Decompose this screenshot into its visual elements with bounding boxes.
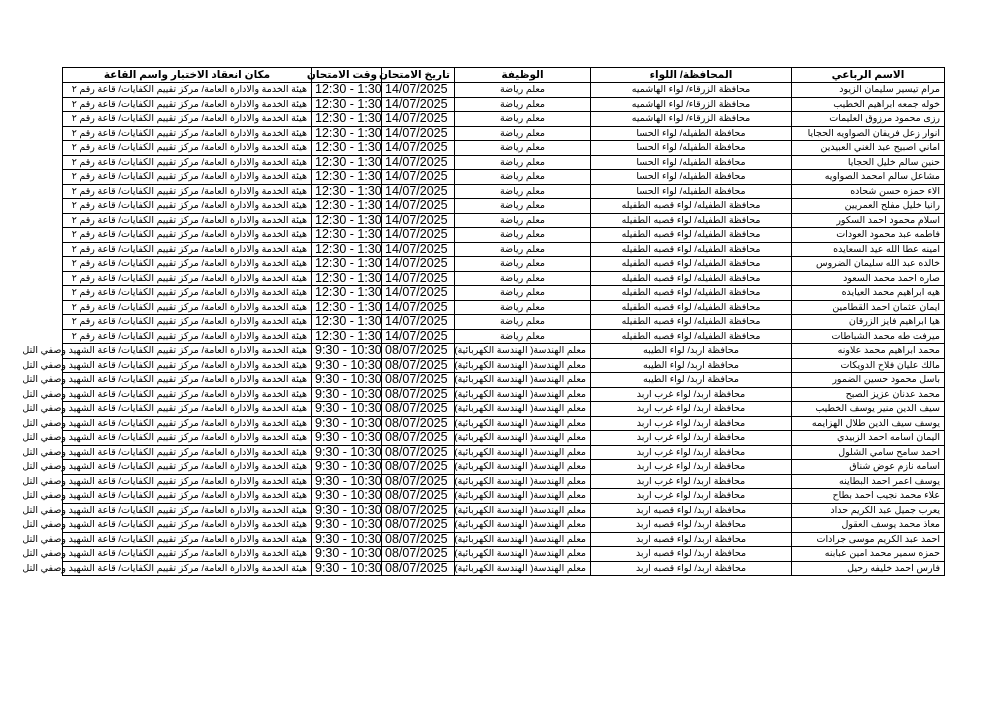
cell-exam-time: 9:30 - 10:30: [312, 387, 382, 402]
cell-exam-place: هيئة الخدمة والادارة العامة/ مركز تقييم الكفايات/ قاعة رقم ٢: [63, 112, 312, 127]
cell-name: صاره احمد محمد السعود: [792, 271, 945, 286]
cell-exam-place: هيئة الخدمة والادارة العامة/ مركز تقييم الكفايات/ قاعة رقم ٢: [63, 184, 312, 199]
cell-exam-place: هيئة الخدمة والادارة العامة/ مركز تقييم الكفايات/ قاعة رقم ٢: [63, 170, 312, 185]
cell-exam-time: 9:30 - 10:30: [312, 489, 382, 504]
cell-job: معلم رياضة: [455, 155, 591, 170]
cell-exam-place: هيئة الخدمة والادارة العامة/ مركز تقييم الكفايات/ قاعة رقم ٢: [63, 199, 312, 214]
table-row: [63, 547, 945, 562]
cell-name: احمد عبد الكريم موسى جرادات: [792, 532, 945, 547]
cell-exam-place: هيئة الخدمة والادارة العامة/ مركز تقييم الكفايات/ قاعة رقم ٢: [63, 242, 312, 257]
cell-governorate: محافظة اربد/ لواء الطيبه: [591, 373, 792, 388]
table-row: [63, 489, 945, 504]
cell-exam-time: 12:30 - 1:30: [312, 199, 382, 214]
cell-exam-time: 12:30 - 1:30: [312, 126, 382, 141]
cell-exam-time: 12:30 - 1:30: [312, 271, 382, 286]
cell-job: معلم رياضة: [455, 170, 591, 185]
table-row: [63, 199, 945, 214]
cell-governorate: محافظة اربد/ لواء غرب اربد: [591, 416, 792, 431]
cell-governorate: محافظة الطفيله/ لواء قصبه الطفيله: [591, 242, 792, 257]
cell-exam-time: 12:30 - 1:30: [312, 228, 382, 243]
cell-governorate: محافظة اربد/ لواء الطيبه: [591, 358, 792, 373]
header-exam-date: تاريخ الامتحان: [382, 68, 455, 83]
table-row: [63, 126, 945, 141]
cell-exam-date: 14/07/2025: [382, 170, 455, 185]
cell-governorate: محافظة الطفيله/ لواء قصبه الطفيله: [591, 257, 792, 272]
cell-job: معلم رياضة: [455, 199, 591, 214]
cell-name: خوله جمعه ابراهيم الخطيب: [792, 97, 945, 112]
cell-exam-place: هيئة الخدمة والادارة العامة/ مركز تقييم الكفايات/ قاعة الشهيد وصفي التل: [63, 518, 312, 533]
cell-name: محمد عدنان عزيز الصبح: [792, 387, 945, 402]
cell-exam-place: هيئة الخدمة والادارة العامة/ مركز تقييم الكفايات/ قاعة رقم ٢: [63, 155, 312, 170]
table-row: [63, 503, 945, 518]
cell-job: معلم الهندسة( الهندسة الكهربائية): [455, 416, 591, 431]
cell-governorate: محافظة اربد/ لواء غرب اربد: [591, 387, 792, 402]
cell-exam-date: 08/07/2025: [382, 489, 455, 504]
table-row: [63, 155, 945, 170]
cell-name: مالك عليان فلاح الدويكات: [792, 358, 945, 373]
table-row: [63, 344, 945, 359]
cell-governorate: محافظة اربد/ لواء قصبه اربد: [591, 532, 792, 547]
cell-job: معلم رياضة: [455, 112, 591, 127]
cell-job: معلم الهندسة( الهندسة الكهربائية): [455, 547, 591, 562]
cell-exam-date: 14/07/2025: [382, 199, 455, 214]
cell-job: معلم الهندسة( الهندسة الكهربائية): [455, 474, 591, 489]
cell-exam-place: هيئة الخدمة والادارة العامة/ مركز تقييم الكفايات/ قاعة الشهيد وصفي التل: [63, 358, 312, 373]
table-row: [63, 257, 945, 272]
cell-exam-place: هيئة الخدمة والادارة العامة/ مركز تقييم الكفايات/ قاعة رقم ٢: [63, 97, 312, 112]
cell-name: انوار زعل فريفان الصواويه الحجايا: [792, 126, 945, 141]
table-row: [63, 271, 945, 286]
cell-job: معلم الهندسة( الهندسة الكهربائية): [455, 489, 591, 504]
cell-exam-time: 9:30 - 10:30: [312, 431, 382, 446]
cell-name: اماني اصبيح عبد الغني العبيدين: [792, 141, 945, 156]
cell-exam-time: 9:30 - 10:30: [312, 460, 382, 475]
cell-exam-place: هيئة الخدمة والادارة العامة/ مركز تقييم الكفايات/ قاعة الشهيد وصفي التل: [63, 503, 312, 518]
cell-name: رزى محمود مرزوق العليمات: [792, 112, 945, 127]
cell-governorate: محافظة اربد/ لواء قصبه اربد: [591, 503, 792, 518]
cell-exam-time: 9:30 - 10:30: [312, 402, 382, 417]
table-row: [63, 474, 945, 489]
cell-exam-date: 08/07/2025: [382, 344, 455, 359]
cell-governorate: محافظة الزرقاء/ لواء الهاشميه: [591, 83, 792, 98]
cell-governorate: محافظة الطفيله/ لواء قصبه الطفيله: [591, 199, 792, 214]
cell-governorate: محافظة اربد/ لواء قصبه اربد: [591, 547, 792, 562]
cell-exam-place: هيئة الخدمة والادارة العامة/ مركز تقييم الكفايات/ قاعة الشهيد وصفي التل: [63, 445, 312, 460]
cell-exam-time: 12:30 - 1:30: [312, 329, 382, 344]
cell-exam-time: 12:30 - 1:30: [312, 97, 382, 112]
cell-name: يوسف اعمر احمد البطاينه: [792, 474, 945, 489]
table-row: [63, 242, 945, 257]
cell-governorate: محافظة الزرقاء/ لواء الهاشميه: [591, 112, 792, 127]
cell-exam-time: 9:30 - 10:30: [312, 416, 382, 431]
cell-exam-time: 9:30 - 10:30: [312, 547, 382, 562]
cell-governorate: محافظة الزرقاء/ لواء الهاشميه: [591, 97, 792, 112]
cell-exam-time: 9:30 - 10:30: [312, 474, 382, 489]
cell-exam-place: هيئة الخدمة والادارة العامة/ مركز تقييم الكفايات/ قاعة رقم ٢: [63, 126, 312, 141]
cell-exam-date: 08/07/2025: [382, 474, 455, 489]
cell-exam-date: 08/07/2025: [382, 561, 455, 576]
cell-job: معلم الهندسة( الهندسة الكهربائية): [455, 460, 591, 475]
cell-name: مشاعل سالم امحمد الصواويه: [792, 170, 945, 185]
table-row: [63, 358, 945, 373]
cell-job: معلم الهندسة( الهندسة الكهربائية): [455, 402, 591, 417]
header-name: الاسم الرباعي: [792, 68, 945, 83]
cell-exam-date: 14/07/2025: [382, 286, 455, 301]
cell-name: اسلام محمود احمد السكور: [792, 213, 945, 228]
cell-exam-date: 08/07/2025: [382, 431, 455, 446]
table-row: [63, 213, 945, 228]
cell-governorate: محافظة الطفيله/ لواء قصبه الطفيله: [591, 300, 792, 315]
cell-governorate: محافظة اربد/ لواء قصبه اربد: [591, 561, 792, 576]
cell-governorate: محافظة اربد/ لواء غرب اربد: [591, 489, 792, 504]
cell-exam-time: 12:30 - 1:30: [312, 286, 382, 301]
cell-job: معلم رياضة: [455, 257, 591, 272]
cell-exam-place: هيئة الخدمة والادارة العامة/ مركز تقييم الكفايات/ قاعة الشهيد وصفي التل: [63, 460, 312, 475]
cell-exam-place: هيئة الخدمة والادارة العامة/ مركز تقييم الكفايات/ قاعة الشهيد وصفي التل: [63, 416, 312, 431]
cell-job: معلم الهندسة( الهندسة الكهربائية): [455, 373, 591, 388]
cell-exam-time: 12:30 - 1:30: [312, 242, 382, 257]
cell-exam-place: هيئة الخدمة والادارة العامة/ مركز تقييم الكفايات/ قاعة الشهيد وصفي التل: [63, 431, 312, 446]
cell-exam-time: 12:30 - 1:30: [312, 257, 382, 272]
cell-exam-place: هيئة الخدمة والادارة العامة/ مركز تقييم الكفايات/ قاعة رقم ٢: [63, 141, 312, 156]
cell-job: معلم الهندسة( الهندسة الكهربائية): [455, 445, 591, 460]
cell-name: يوسف سيف الدين طلال الهزايمه: [792, 416, 945, 431]
cell-governorate: محافظة اربد/ لواء غرب اربد: [591, 431, 792, 446]
cell-governorate: محافظة اربد/ لواء غرب اربد: [591, 474, 792, 489]
exam-schedule-sheet: [22, 67, 944, 576]
cell-name: احمد سامح سامي الشلول: [792, 445, 945, 460]
cell-governorate: محافظة الطفيله/ لواء قصبه الطفيله: [591, 213, 792, 228]
cell-exam-date: 08/07/2025: [382, 460, 455, 475]
cell-exam-date: 14/07/2025: [382, 184, 455, 199]
cell-exam-date: 14/07/2025: [382, 112, 455, 127]
cell-exam-time: 12:30 - 1:30: [312, 155, 382, 170]
cell-exam-date: 14/07/2025: [382, 271, 455, 286]
cell-job: معلم رياضة: [455, 97, 591, 112]
cell-exam-place: هيئة الخدمة والادارة العامة/ مركز تقييم الكفايات/ قاعة الشهيد وصفي التل: [63, 402, 312, 417]
cell-name: ايمان عثمان احمد القطامين: [792, 300, 945, 315]
table-row: [63, 532, 945, 547]
cell-job: معلم رياضة: [455, 228, 591, 243]
cell-job: معلم رياضة: [455, 242, 591, 257]
table-row: [63, 300, 945, 315]
table-row: [63, 170, 945, 185]
cell-name: حمزه سمير محمد امين عبابنه: [792, 547, 945, 562]
cell-exam-date: 14/07/2025: [382, 83, 455, 98]
table-row: [63, 83, 945, 98]
cell-name: امينه عطا الله عيد السعايده: [792, 242, 945, 257]
cell-exam-date: 14/07/2025: [382, 315, 455, 330]
cell-exam-place: هيئة الخدمة والادارة العامة/ مركز تقييم الكفايات/ قاعة رقم ٢: [63, 213, 312, 228]
cell-job: معلم رياضة: [455, 271, 591, 286]
cell-job: معلم رياضة: [455, 141, 591, 156]
cell-name: اليمان اسامه احمد الزبيدي: [792, 431, 945, 446]
cell-exam-date: 14/07/2025: [382, 141, 455, 156]
cell-name: معاذ محمد يوسف العقول: [792, 518, 945, 533]
cell-job: معلم رياضة: [455, 184, 591, 199]
cell-exam-place: هيئة الخدمة والادارة العامة/ مركز تقييم الكفايات/ قاعة رقم ٢: [63, 300, 312, 315]
cell-name: هيا ابراهيم فايز الزرقان: [792, 315, 945, 330]
cell-exam-place: هيئة الخدمة والادارة العامة/ مركز تقييم الكفايات/ قاعة الشهيد وصفي التل: [63, 344, 312, 359]
cell-name: حنين سالم خليل الحجايا: [792, 155, 945, 170]
cell-exam-place: هيئة الخدمة والادارة العامة/ مركز تقييم الكفايات/ قاعة رقم ٢: [63, 286, 312, 301]
table-row: [63, 431, 945, 446]
cell-exam-date: 08/07/2025: [382, 387, 455, 402]
cell-exam-place: هيئة الخدمة والادارة العامة/ مركز تقييم الكفايات/ قاعة الشهيد وصفي التل: [63, 474, 312, 489]
table-row: [63, 387, 945, 402]
cell-exam-place: هيئة الخدمة والادارة العامة/ مركز تقييم الكفايات/ قاعة رقم ٢: [63, 257, 312, 272]
header-governorate: المحافظة/ اللواء: [591, 68, 792, 83]
cell-job: معلم الهندسة( الهندسة الكهربائية): [455, 518, 591, 533]
cell-governorate: محافظة الطفيله/ لواء قصبه الطفيله: [591, 228, 792, 243]
cell-job: معلم رياضة: [455, 126, 591, 141]
cell-exam-date: 14/07/2025: [382, 329, 455, 344]
cell-governorate: محافظة اربد/ لواء غرب اربد: [591, 460, 792, 475]
cell-name: مرام تيسير سليمان الزيود: [792, 83, 945, 98]
cell-governorate: محافظة اربد/ لواء غرب اربد: [591, 445, 792, 460]
cell-job: معلم الهندسة( الهندسة الكهربائية): [455, 358, 591, 373]
cell-name: فاطمه عبد محمود العودات: [792, 228, 945, 243]
cell-exam-time: 12:30 - 1:30: [312, 213, 382, 228]
cell-exam-place: هيئة الخدمة والادارة العامة/ مركز تقييم الكفايات/ قاعة رقم ٢: [63, 329, 312, 344]
cell-exam-date: 14/07/2025: [382, 242, 455, 257]
cell-governorate: محافظة الطفيله/ لواء الحسا: [591, 184, 792, 199]
cell-governorate: محافظة الطفيله/ لواء الحسا: [591, 126, 792, 141]
cell-name: هيه ابراهيم محمد العيايده: [792, 286, 945, 301]
cell-exam-time: 9:30 - 10:30: [312, 373, 382, 388]
cell-exam-date: 14/07/2025: [382, 300, 455, 315]
cell-exam-date: 08/07/2025: [382, 358, 455, 373]
cell-name: محمد ابراهيم محمد علاونه: [792, 344, 945, 359]
cell-exam-place: هيئة الخدمة والادارة العامة/ مركز تقييم الكفايات/ قاعة الشهيد وصفي التل: [63, 489, 312, 504]
cell-exam-place: هيئة الخدمة والادارة العامة/ مركز تقييم الكفايات/ قاعة الشهيد وصفي التل: [63, 561, 312, 576]
cell-exam-time: 12:30 - 1:30: [312, 300, 382, 315]
cell-job: معلم الهندسة( الهندسة الكهربائية): [455, 344, 591, 359]
cell-exam-place: هيئة الخدمة والادارة العامة/ مركز تقييم الكفايات/ قاعة الشهيد وصفي التل: [63, 532, 312, 547]
cell-name: الاء حمزه حسن شحاده: [792, 184, 945, 199]
header-exam-time: وقت الامتحان: [312, 68, 382, 83]
cell-job: معلم رياضة: [455, 300, 591, 315]
cell-exam-place: هيئة الخدمة والادارة العامة/ مركز تقييم الكفايات/ قاعة رقم ٢: [63, 271, 312, 286]
cell-exam-time: 12:30 - 1:30: [312, 315, 382, 330]
cell-governorate: محافظة الطفيله/ لواء قصبه الطفيله: [591, 315, 792, 330]
cell-exam-date: 08/07/2025: [382, 445, 455, 460]
cell-name: رانيا خليل مفلح العمريين: [792, 199, 945, 214]
table-row: [63, 228, 945, 243]
table-row: [63, 315, 945, 330]
cell-exam-date: 08/07/2025: [382, 547, 455, 562]
table-row: [63, 460, 945, 475]
cell-exam-time: 9:30 - 10:30: [312, 358, 382, 373]
table-header-row: [63, 68, 945, 83]
cell-exam-time: 12:30 - 1:30: [312, 184, 382, 199]
cell-exam-date: 08/07/2025: [382, 518, 455, 533]
table-row: [63, 286, 945, 301]
cell-exam-time: 12:30 - 1:30: [312, 112, 382, 127]
cell-exam-time: 12:30 - 1:30: [312, 141, 382, 156]
cell-exam-date: 14/07/2025: [382, 155, 455, 170]
exam-schedule-table: [22, 67, 945, 576]
cell-governorate: محافظة الطفيله/ لواء قصبه الطفيله: [591, 271, 792, 286]
cell-exam-date: 08/07/2025: [382, 416, 455, 431]
table-row: [63, 329, 945, 344]
table-row: [63, 402, 945, 417]
cell-exam-date: 14/07/2025: [382, 126, 455, 141]
cell-exam-place: هيئة الخدمة والادارة العامة/ مركز تقييم الكفايات/ قاعة رقم ٢: [63, 83, 312, 98]
cell-job: معلم الهندسة( الهندسة الكهربائية): [455, 431, 591, 446]
cell-governorate: محافظة الطفيله/ لواء الحسا: [591, 141, 792, 156]
cell-job: معلم الهندسة( الهندسة الكهربائية): [455, 503, 591, 518]
cell-exam-date: 14/07/2025: [382, 97, 455, 112]
cell-job: معلم رياضة: [455, 315, 591, 330]
table-row: [63, 141, 945, 156]
cell-exam-date: 08/07/2025: [382, 503, 455, 518]
cell-name: فارس احمد خليفه رحيل: [792, 561, 945, 576]
cell-exam-place: هيئة الخدمة والادارة العامة/ مركز تقييم الكفايات/ قاعة الشهيد وصفي التل: [63, 387, 312, 402]
table-row: [63, 97, 945, 112]
cell-governorate: محافظة الطفيله/ لواء الحسا: [591, 155, 792, 170]
cell-governorate: محافظة اربد/ لواء الطيبه: [591, 344, 792, 359]
cell-name: اسامه نازم عوض شناق: [792, 460, 945, 475]
cell-exam-date: 08/07/2025: [382, 402, 455, 417]
cell-exam-time: 12:30 - 1:30: [312, 83, 382, 98]
table-row: [63, 561, 945, 576]
cell-job: معلم الهندسة( الهندسة الكهربائية): [455, 387, 591, 402]
cell-exam-date: 14/07/2025: [382, 213, 455, 228]
cell-name: باسل محمود حسين الضمور: [792, 373, 945, 388]
cell-exam-date: 08/07/2025: [382, 373, 455, 388]
cell-job: معلم رياضة: [455, 213, 591, 228]
cell-exam-date: 14/07/2025: [382, 257, 455, 272]
cell-name: ميرفت طه محمد الشباطات: [792, 329, 945, 344]
cell-exam-place: هيئة الخدمة والادارة العامة/ مركز تقييم الكفايات/ قاعة الشهيد وصفي التل: [63, 547, 312, 562]
cell-job: معلم رياضة: [455, 329, 591, 344]
table-row: [63, 373, 945, 388]
cell-exam-time: 9:30 - 10:30: [312, 532, 382, 547]
cell-name: علاء محمد نجيب احمد بطاح: [792, 489, 945, 504]
cell-exam-date: 14/07/2025: [382, 228, 455, 243]
table-row: [63, 184, 945, 199]
cell-job: معلم الهندسة( الهندسة الكهربائية): [455, 561, 591, 576]
cell-exam-place: هيئة الخدمة والادارة العامة/ مركز تقييم الكفايات/ قاعة الشهيد وصفي التل: [63, 373, 312, 388]
cell-governorate: محافظة اربد/ لواء غرب اربد: [591, 402, 792, 417]
cell-exam-time: 12:30 - 1:30: [312, 170, 382, 185]
cell-job: معلم الهندسة( الهندسة الكهربائية): [455, 532, 591, 547]
header-job: الوظيفة: [455, 68, 591, 83]
table-row: [63, 445, 945, 460]
table-row: [63, 518, 945, 533]
cell-exam-place: هيئة الخدمة والادارة العامة/ مركز تقييم الكفايات/ قاعة رقم ٢: [63, 228, 312, 243]
table-body: [22, 82, 945, 576]
table-row: [63, 416, 945, 431]
cell-name: يعرب جميل عبد الكريم حداد: [792, 503, 945, 518]
cell-name: خالده عبد الله سليمان الضروس: [792, 257, 945, 272]
cell-exam-time: 9:30 - 10:30: [312, 344, 382, 359]
cell-name: سيف الدين منير يوسف الخطيب: [792, 402, 945, 417]
cell-exam-place: هيئة الخدمة والادارة العامة/ مركز تقييم الكفايات/ قاعة رقم ٢: [63, 315, 312, 330]
cell-job: معلم رياضة: [455, 83, 591, 98]
cell-exam-time: 9:30 - 10:30: [312, 503, 382, 518]
cell-exam-time: 9:30 - 10:30: [312, 561, 382, 576]
cell-exam-time: 9:30 - 10:30: [312, 518, 382, 533]
header-exam-place: مكان انعقاد الاختبار واسم القاعة: [63, 68, 312, 83]
cell-governorate: محافظة الطفيله/ لواء قصبه الطفيله: [591, 286, 792, 301]
cell-governorate: محافظة اربد/ لواء قصبه اربد: [591, 518, 792, 533]
cell-governorate: محافظة الطفيله/ لواء قصبه الطفيله: [591, 329, 792, 344]
table-row: [63, 112, 945, 127]
cell-job: معلم رياضة: [455, 286, 591, 301]
cell-exam-time: 9:30 - 10:30: [312, 445, 382, 460]
cell-governorate: محافظة الطفيله/ لواء الحسا: [591, 170, 792, 185]
cell-exam-date: 08/07/2025: [382, 532, 455, 547]
